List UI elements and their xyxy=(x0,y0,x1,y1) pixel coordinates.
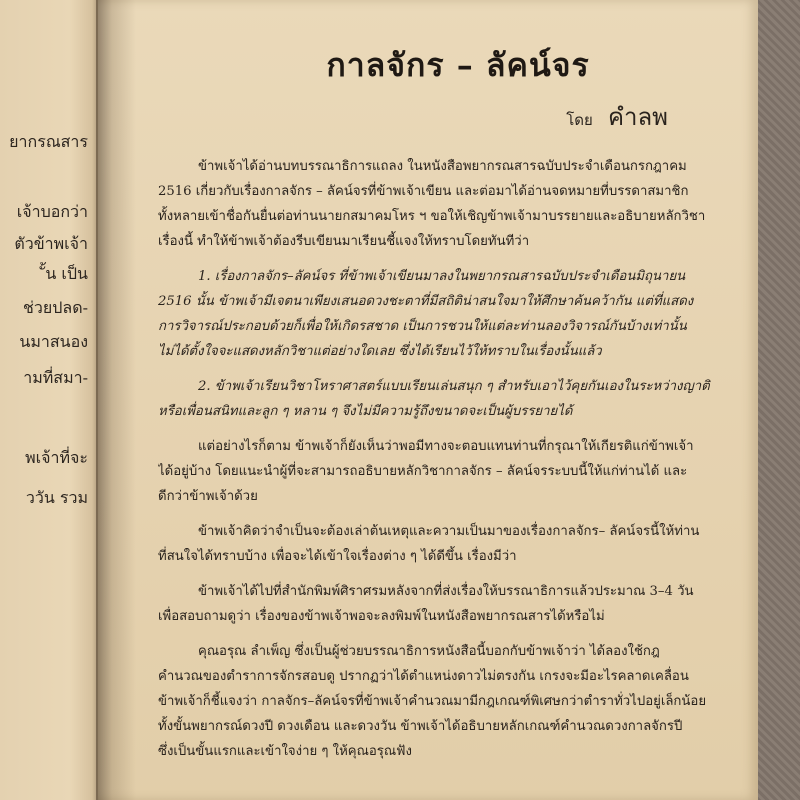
text-line: ข้าพเจ้าได้อ่านบทบรรณาธิการแถลง ในหนังสือพยากรณสารฉบับประจำเดือนกรกฎาคม xyxy=(198,159,687,174)
paragraph xyxy=(158,374,718,424)
text-line: 2516 นั้น ข้าพเจ้ามีเจตนาเพียงเสนอดวงชะตาที่มีสถิติน่าสนใจมาให้ศึกษาค้นคว้ากัน แต่ที่แสดง xyxy=(158,294,694,309)
text-line: ที่สนใจได้ทราบบ้าง เพื่อจะได้เข้าใจเรื่องต่าง ๆ ได้ดีขึ้น เรื่องมีว่า xyxy=(158,549,517,564)
text-line: 1. เรื่องกาลจักร–ลัคน์จร ที่ข้าพเจ้าเขียนมาลงในพยากรณสารฉบับประจำเดือนมิถุนายน xyxy=(198,269,686,284)
text-line: 2516 เกี่ยวกับเรื่องกาลจักร – ลัคน์จรที่ข้าพเจ้าเขียน และต่อมาได้อ่านจดหมายที่บรรดาสมาชิก xyxy=(158,184,689,199)
left-page xyxy=(0,0,100,800)
left-page-line: ววัน รวม xyxy=(25,488,88,507)
text-line: คำนวณของตำราการจักรสอบดู ปรากฏว่าได้ตำแหน่งดาวไม่ตรงกัน เกรงจะมีอะไรคลาดเคลื่อน xyxy=(158,669,689,684)
left-page-line: นมาสนอง xyxy=(19,332,88,351)
left-page-line: เจ้าบอกว่า xyxy=(16,202,88,221)
text-line: แต่อย่างไรก็ตาม ข้าพเจ้าก็ยังเห็นว่าพอมีทางจะตอบแทนท่านที่กรุณาให้เกียรติแก่ข้าพเจ้า xyxy=(198,439,694,454)
paragraph xyxy=(158,519,718,569)
article-body xyxy=(158,154,718,764)
author-name: คำลพ xyxy=(607,103,668,131)
text-line: ทั้งขั้นพยากรณ์ดวงปี ดวงเดือน และดวงวัน ข้าพเจ้าได้อธิบายหลักเกณฑ์คำนวณดวงกาลจักรปี xyxy=(158,719,683,734)
paragraph xyxy=(158,154,718,254)
paragraph xyxy=(158,264,718,364)
text-line: ไม่ได้ตั้งใจจะแสดงหลักวิชาแต่อย่างใดเลย ซึ่งได้เรียนไว้ให้ทราบในเรื่องนั้นแล้ว xyxy=(158,344,602,359)
text-line: เพื่อสอบถามดูว่า เรื่องของข้าพเจ้าพอจะลงพิมพ์ในหนังสือพยากรณสารได้หรือไม่ xyxy=(158,609,605,624)
paragraph xyxy=(158,579,718,629)
text-line: เรื่องนี้ ทำให้ข้าพเจ้าต้องรีบเขียนมาเรียนชี้แจงให้ทราบโดยทันทีว่า xyxy=(158,234,530,249)
left-page-line: พเจ้าที่จะ xyxy=(25,448,88,467)
left-page-line: ช่วยปลด- xyxy=(23,298,88,317)
text-line: ได้อยู่บ้าง โดยแนะนำผู้ที่จะสามารถอธิบายหลักวิชากาลจักร – ลัคน์จรระบบนี้ให้แก่ท่านได้ และ xyxy=(158,464,688,479)
text-line: คุณอรุณ ลำเพ็ญ ซึ่งเป็นผู้ช่วยบรรณาธิการหนังสือนี้บอกกับข้าพเจ้าว่า ได้ลองใช้กฎ xyxy=(198,644,660,659)
paragraph xyxy=(158,434,718,509)
text-line: หรือเพื่อนสนิทและลูก ๆ หลาน ๆ จึงไม่มีความรู้ถึงขนาดจะเป็นผู้บรรยายได้ xyxy=(158,404,573,419)
text-line: 2. ข้าพเจ้าเรียนวิชาโหราศาสตร์แบบเรียนเล่นสนุก ๆ สำหรับเอาไว้คุยกันเองในระหว่างญาติ xyxy=(198,379,710,394)
byline xyxy=(158,97,718,136)
text-line: ทั้งหลายเข้าชื่อกันยื่นต่อท่านนายกสมาคมโหร ฯ ขอให้เชิญข้าพเจ้ามาบรรยายและอธิบายหลักวิชา xyxy=(158,209,706,224)
right-page xyxy=(98,0,758,800)
left-page-line: ามที่สมา- xyxy=(23,368,88,387)
left-page-line: ั้น เป็น xyxy=(45,264,88,283)
paragraph xyxy=(158,639,718,764)
text-line: ข้าพเจ้าได้ไปที่สำนักพิมพ์ศิราศรมหลังจากที่ส่งเรื่องให้บรรณาธิการแล้วประมาณ 3–4 วัน xyxy=(198,584,694,599)
left-page-line: ตัวข้าพเจ้า xyxy=(14,234,88,253)
text-line: ข้าพเจ้าคิดว่าจำเป็นจะต้องเล่าต้นเหตุและความเป็นมาของเรื่องกาลจักร– ลัคน์จรนี้ให้ท่าน xyxy=(198,524,700,539)
text-line: การวิจารณ์ประกอบด้วยก็เพื่อให้เกิดรสชาด เป็นการชวนให้แต่ละท่านลองวิจารณ์กันบ้างเท่านั้น xyxy=(158,319,687,334)
left-page-line: ยากรณสาร xyxy=(9,132,88,151)
text-line: ดีกว่าข้าพเจ้าด้วย xyxy=(158,489,258,504)
text-line: ซึ่งเป็นขั้นแรกและเข้าใจง่าย ๆ ให้คุณอรุณฟัง xyxy=(158,744,412,759)
byline-prefix: โดย xyxy=(566,111,593,129)
text-line: ข้าพเจ้าก็ชี้แจงว่า กาลจักร–ลัคน์จรที่ข้าพเจ้าคำนวณมามีกฎเกณฑ์พิเศษกว่าตำราทั่วไปอยู่เล็กน้อย xyxy=(158,694,707,709)
article xyxy=(158,40,718,774)
article-title: กาลจักร – ลัคน์จร xyxy=(326,46,590,84)
